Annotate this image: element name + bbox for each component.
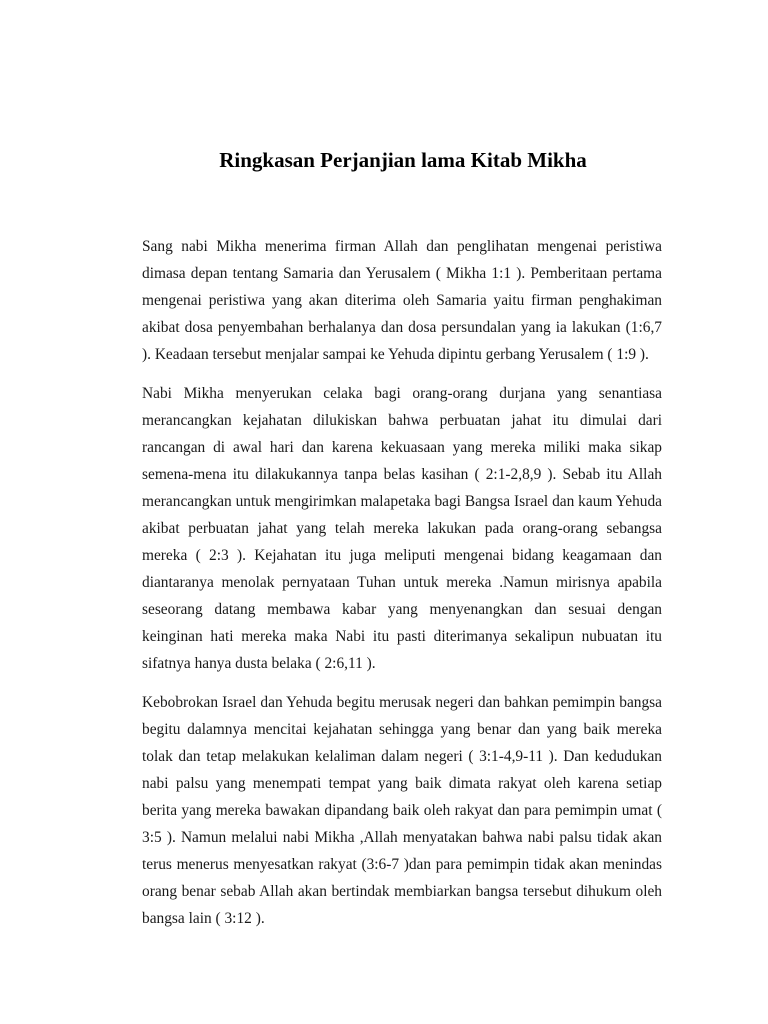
- paragraph-3: Kebobrokan Israel dan Yehuda begitu merusak negeri dan bahkan pemimpin bangsa begitu dalamnya mencitai kejahatan sehingga yang benar dan yang baik mereka tolak dan tetap melakukan kelaliman dalam negeri ( 3:1-4,9-11 ). Dan kedudukan nabi palsu yang menempati tempat yang baik dimata rakyat oleh karena setiap berita yang mereka bawakan dipandang baik oleh rakyat dan para pemimpin umat ( 3:5 ). Namun melalui nabi Mikha ,Allah menyatakan bahwa nabi palsu tidak akan terus menerus menyesatkan rakyat (3:6-7 )dan para pemimpin tidak akan menindas orang benar sebab Allah akan bertindak membiarkan bangsa tersebut dihukum oleh bangsa lain ( 3:12 ).: [142, 694, 662, 927]
- document-body: [142, 233, 662, 944]
- document-title: Ringkasan Perjanjian lama Kitab Mikha: [219, 148, 587, 172]
- paragraph-1: Sang nabi Mikha menerima firman Allah dan penglihatan mengenai peristiwa dimasa depan tentang Samaria dan Yerusalem ( Mikha 1:1 ). Pemberitaan pertama mengenai peristiwa yang akan diterima oleh Samaria yaitu firman penghakiman akibat dosa penyembahan berhalanya dan dosa persundalan yang ia lakukan (1:6,7 ). Keadaan tersebut menjalar sampai ke Yehuda dipintu gerbang Yerusalem ( 1:9 ).: [142, 238, 662, 363]
- paragraph-2: Nabi Mikha menyerukan celaka bagi orang-orang durjana yang senantiasa merancangkan kejahatan dilukiskan bahwa perbuatan jahat itu dimulai dari rancangan di awal hari dan karena kekuasaan yang mereka miliki maka sikap semena-mena itu dilakukannya tanpa belas kasihan ( 2:1-2,8,9 ). Sebab itu Allah merancangkan untuk mengirimkan malapetaka bagi Bangsa Israel dan kaum Yehuda akibat perbuatan jahat yang telah mereka lakukan pada orang-orang sebangsa mereka ( 2:3 ). Kejahatan itu juga meliputi mengenai bidang keagamaan dan diantaranya menolak pernyataan Tuhan untuk mereka .Namun mirisnya apabila seseorang datang membawa kabar yang menyenangkan dan sesuai dengan keinginan hati mereka maka Nabi itu pasti diterimanya sekalipun nubuatan itu sifatnya hanya dusta belaka ( 2:6,11 ).: [142, 385, 662, 672]
